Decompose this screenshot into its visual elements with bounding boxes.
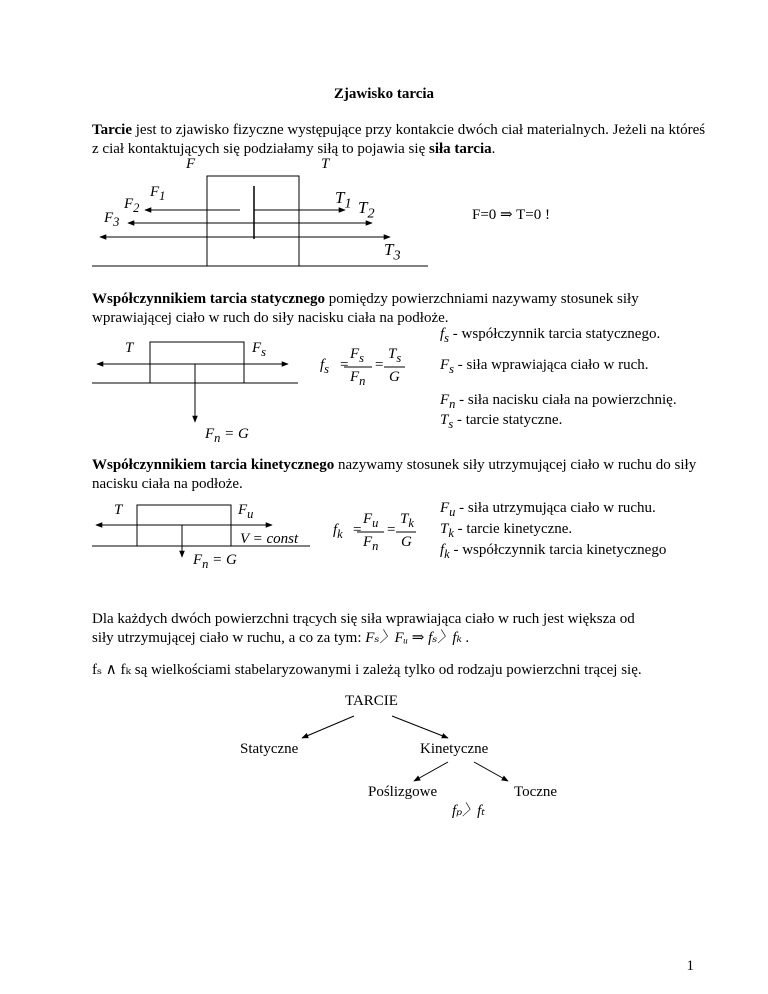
fig1-label-F: F [186,156,196,172]
kinetic-def-Fu: $F_u$ - siła utrzymująca ciało w ruchu. [440,500,656,519]
fig1-label-T2: $T_2$ [358,198,375,222]
fig2-formula-den1: $F_n$ [350,369,366,388]
tree-arrow-rl [414,762,448,781]
page-title: Zjawisko tarcia [333,86,435,102]
fig2-formula-lhs: $f_s$ [320,357,330,376]
fig2-formula-eq2: = [375,357,384,373]
intro-text2: . [491,141,496,157]
page-number: 1 [686,958,694,974]
tree-rl: Poślizgowe [368,784,438,800]
fig3-formula-num1: $F_u$ [363,511,379,530]
fig3-formula-eq2: = [387,522,396,538]
static-paragraph [92,290,712,328]
intro-term2: siła tarcia [428,141,492,157]
tree-rr: Toczne [514,784,558,800]
kinetic-term: Współczynnikiem tarcia kinetycznego [92,457,335,473]
tree-left: Statyczne [240,741,299,757]
conclusion-line1: Dla każdych dwóch powierzchni trących się siła wprawiająca ciało w ruch jest większa od [92,611,635,627]
kinetic-paragraph [92,456,712,494]
tree-root: TARCIE [345,693,398,709]
conclusion-paragraph [92,610,712,648]
fig2-formula-eq1: = [340,357,349,373]
static-def-Fs: $F_s$ - siła wprawiająca ciało w ruch. [440,357,649,376]
static-def-Ts: $T_s$ - tarcie statyczne. [440,412,563,431]
fig3-label-T: T [114,502,123,518]
static-term: Współczynnikiem tarcia statycznego [92,291,326,307]
tree-relation: fₚ〉fₜ [452,803,486,819]
fig1-label-T1: $T_1$ [335,188,352,212]
fig2-formula-den2: G [389,369,400,385]
fig2-label-T: T [125,340,134,356]
fig1-label-T3: $T_3$ [384,240,401,264]
kinetic-text: nazywamy stosunek siły utrzymującej ciało w ruchu do siły nacisku ciała na podłoże. [92,457,697,492]
fig2-formula-num2: $T_s$ [388,346,402,365]
fig1-note: F=0 ⇒ T=0 ! [472,207,550,223]
static-def-Fn: $F_n$ - siła nacisku ciała na powierzchnię. [440,392,677,411]
tree-arrow-left [302,716,354,738]
conclusion-line3: fₛ ∧ fₖ są wielkościami stabelaryzowanymi i zależą tylko od rodzaju powierzchni trącej się. [92,662,642,678]
tree-arrow-right [392,716,448,738]
conclusion-inequality: Fₛ〉Fᵤ ⇒ fₛ〉fₖ . [365,630,470,646]
fig1-label-F3: $F_3$ [104,210,120,229]
fig3-formula-den2: G [401,534,412,550]
fig2-formula-num1: $F_s$ [350,346,365,365]
fig1-label-T: T [321,156,330,172]
intro-term: Tarcie [92,122,132,138]
fig2-label-FnG: $F_n = G$ [205,426,249,445]
kinetic-def-fk: $f_k$ - współczynnik tarcia kinetycznego [440,542,667,561]
fig3-formula-eq1: = [353,522,362,538]
fig1-label-F2: $F_2$ [124,196,140,215]
fig2-block [150,342,244,383]
fig1-label-F1: $F_1$ [150,184,166,203]
kinetic-def-Tk: $T_k$ - tarcie kinetyczne. [440,521,573,540]
tree-right: Kinetyczne [420,741,489,757]
fig3-label-V: V = const [240,531,299,547]
fig3-label-FnG: $F_n = G$ [193,552,237,571]
fig3-label-Fu: $F_u$ [238,502,254,521]
fig3-formula-den1: $F_n$ [363,534,379,553]
fig3-formula-lhs: $f_k$ [333,522,343,541]
fig1-block [207,176,299,266]
intro-text1: jest to zjawisko fizyczne występujące przy kontakcie dwóch ciał materialnych. Jeżeli na któreś z ciał kontaktujących się podziałamy siłą to pojawia się [92,122,706,157]
static-def-fs: $f_s$ - współczynnik tarcia statycznego. [440,326,661,345]
conclusion-line2: siły utrzymującej ciało w ruchu, a co za tym: [92,630,366,646]
fig2-label-Fs: $F_s$ [252,340,267,359]
static-text: pomiędzy powierzchniami nazywamy stosunek siły wprawiającej ciało w ruch do siły nacisku ciała na podłoże. [92,291,639,326]
tree-arrow-rr [474,762,508,781]
fig3-formula-num2: $T_k$ [400,511,414,530]
